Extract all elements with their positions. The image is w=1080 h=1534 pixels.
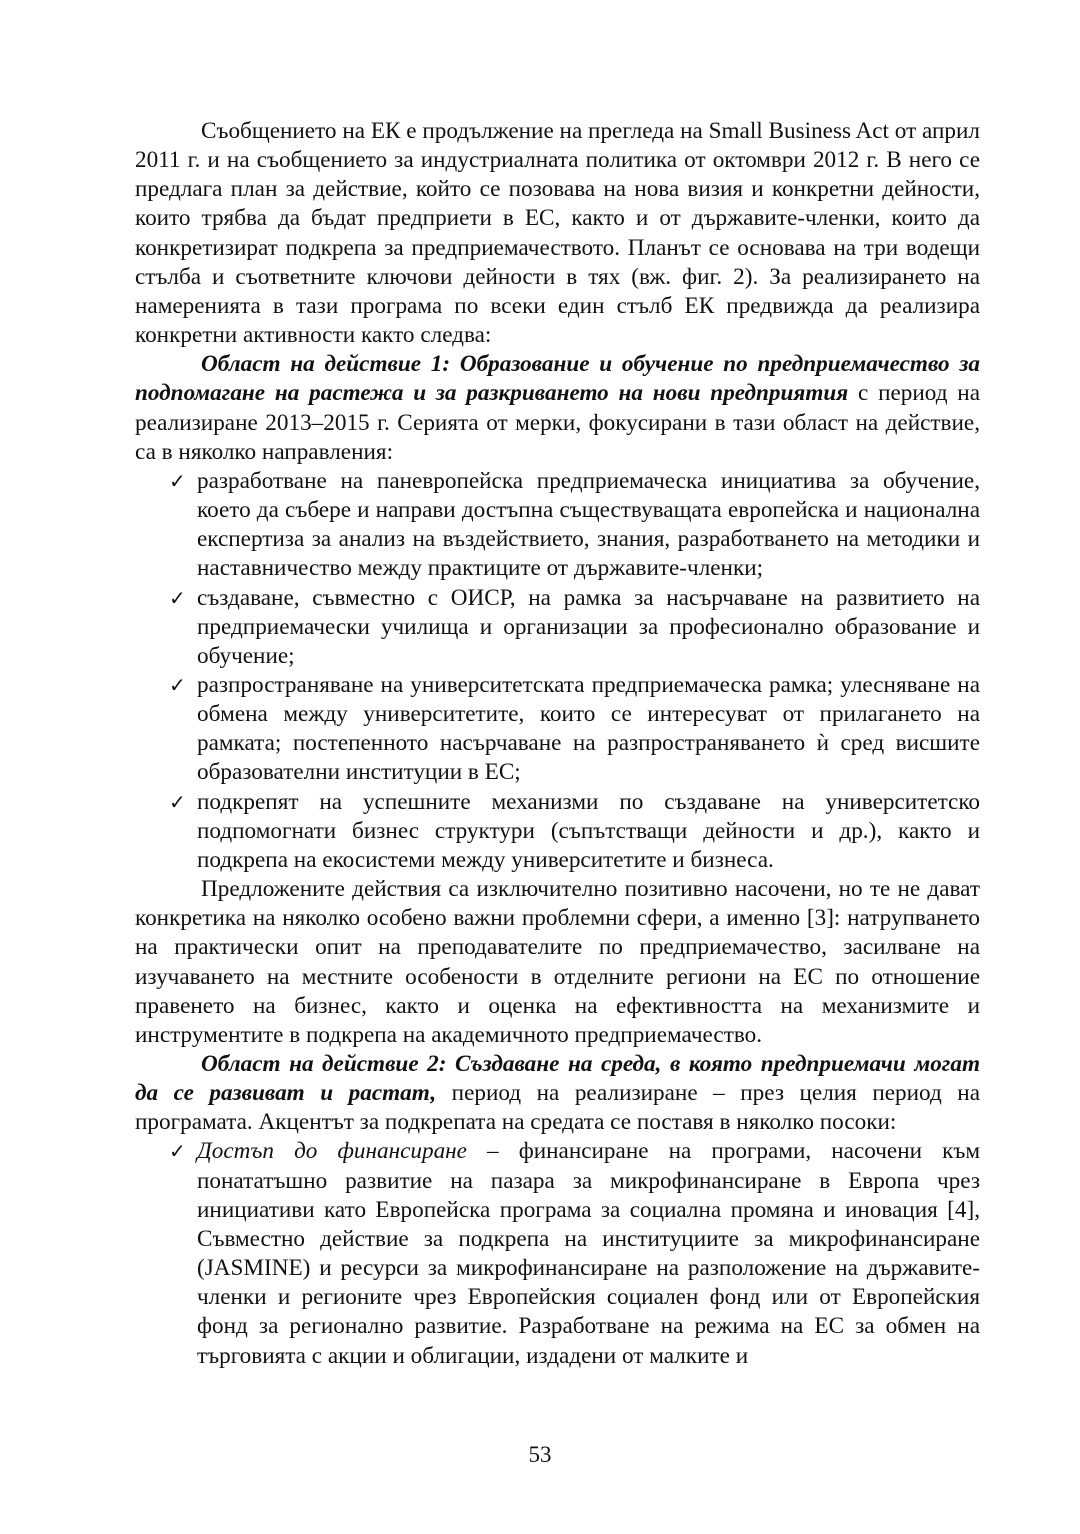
list-item <box>135 788 980 875</box>
document-body <box>135 117 980 1371</box>
list-item-text: разработване на паневропейска предприемаческа инициатива за обучение, което да събере и направи достъпна съществуващата европейска и национална експертиза за анализ на въздействието, знания, разработването на методики и наставничество между практиците от държавите-членки; <box>197 467 980 582</box>
page-number: 53 <box>528 1442 552 1467</box>
list-item <box>135 1137 980 1370</box>
list-item-text: – финансиране на програми, насочени към понататъшно развитие на пазара за микрофинансиране в Европа чрез инициативи като Европейска програма за социална промяна и иновация [4], Съвместно действие за подкрепа на институциите за микрофинансиране (JASMINE) и ресурси за микрофинансиране на разположение на държавите-членки и регионите чрез Европейския социален фонд или от Европейския фонд за регионално развитие. Разработване на режима на ЕС за обмен на търговията с акции и облигации, издадени от малките и <box>197 1138 980 1369</box>
list-item-term: Достъп до финансиране <box>197 1138 467 1165</box>
action-area-1-heading: Област на действие 1: Образование и обучение по предприемачество за подпомагане на растежа и за разкриването на нови предприятия <box>135 351 980 407</box>
action-area-1-text: с период на реализиране 2013–2015 г. Серията от мерки, фокусирани в тази област на действие, са в няколко направления: <box>135 380 981 465</box>
action-area-2-heading: Област на действие 2: Създаване на среда, в която предприемачи могат да се развиват и растат, <box>135 1051 980 1107</box>
assessment-paragraph: Предложените действия са изключително позитивно насочени, но те не дават конкретика на няколко особено важни проблемни сфери, а именно [3]: натрупването на практически опит на преподавателите по предприемачество, засилване на изучаването на местните особености в отделните региони на ЕС по отношение правенето на бизнес, както и оценка на ефективността на механизмите и инструментите в подкрепа на академичното предприемачество. <box>135 876 980 1048</box>
list-item-text: създаване, съвместно с ОИСР, на рамка за насърчаване на развитието на предприемачески училища и организации за професионално образование и обучение; <box>197 584 980 669</box>
action-area-1-paragraph <box>135 350 980 467</box>
list-item <box>135 467 980 584</box>
action-area-2-list <box>135 1137 980 1370</box>
list-item-text: разпространяване на университетската предприемаческа рамка; улесняване на обмена между университетите, които се интересуват от прилагането на рамката; постепенното насърчаване на разпространяването ѝ сред висшите образователни институции в ЕС; <box>197 671 980 786</box>
checkmark-icon: ✓ <box>169 789 186 814</box>
action-area-1-list <box>135 467 980 875</box>
checkmark-icon: ✓ <box>169 1139 186 1164</box>
action-area-2-text: период на реализиране – през целия период на програмата. Акцентът за подкрепата на средата се поставя в няколко посоки: <box>135 1080 980 1136</box>
checkmark-icon: ✓ <box>169 468 186 493</box>
intro-paragraph: Съобщението на ЕК е продължение на прегледа на Small Business Act от април 2011 г. и на съобщението за индустриалната политика от октомври 2012 г. В него се предлага план за действие, който се позовава на нова визия и конкретни дейности, които трябва да бъдат предприети в ЕС, както и от държавите-членки, които да конкретизират подкрепа за предприемачеството. Планът се основава на три водещи стълба и съответните ключови дейности в тях (вж. фиг. 2). За реализирането на намеренията в тази програма по всеки един стълб ЕК предвижда да реализира конкретни активности както следва: <box>135 118 980 349</box>
list-item <box>135 584 980 671</box>
checkmark-icon: ✓ <box>169 585 186 610</box>
list-item <box>135 671 980 788</box>
action-area-2-paragraph <box>135 1050 980 1137</box>
list-item-text: подкрепят на успешните механизми по създаване на университетско подпомогнати бизнес структури (съпътстващи дейности и др.), както и подкрепа на екосистеми между университетите и бизнеса. <box>197 788 980 873</box>
checkmark-icon: ✓ <box>169 672 186 697</box>
